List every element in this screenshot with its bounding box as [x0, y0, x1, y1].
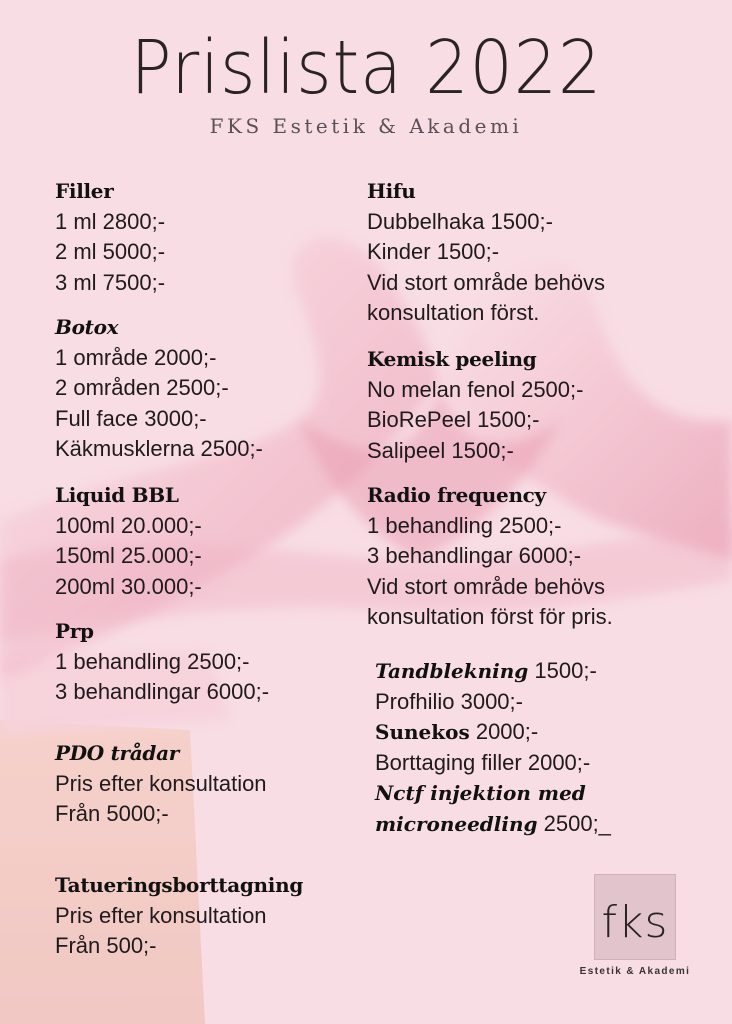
note-line: Vid stort område behövs [367, 269, 606, 295]
price-line: 1 behandling 2500;- [55, 648, 250, 674]
price-line: Kinder 1500;- [367, 239, 500, 264]
price-line: 1 ml 2800;- [55, 208, 166, 234]
price-line: BioRePeel 1500;- [367, 407, 540, 432]
price-line: 3 behandlingar 6000;- [367, 543, 582, 568]
section-misc-treatments [375, 656, 705, 839]
price-line: Käkmusklerna 2500;- [55, 436, 263, 461]
price-line: Dubbelhaka 1500;- [367, 208, 553, 234]
section-kemisk-peeling [367, 344, 697, 466]
section-pdo-tradar [55, 738, 355, 830]
price-line: 1 behandling 2500;- [367, 512, 562, 538]
section-prp [55, 616, 355, 708]
page-subtitle: FKS Estetik & Akademi [209, 114, 523, 138]
section-liquid-bbl [55, 480, 355, 602]
price-line: Från 500;- [55, 933, 157, 958]
section-title: PDO trådar [55, 741, 179, 765]
section-title: Botox [55, 315, 119, 339]
section-title: Hifu [367, 179, 416, 203]
price-line-borttaging-filler: Borttaging filler 2000;- [375, 749, 591, 775]
price-line: 100ml 20.000;- [55, 512, 202, 538]
price-line: 2 områden 2500;- [55, 375, 229, 400]
note-line: konsultation först. [367, 300, 540, 325]
section-title: Radio frequency [367, 483, 546, 507]
treatment-name: Tandblekning [375, 659, 529, 683]
logo-caption: Estetik & Akademi [579, 966, 691, 977]
page-title: Prislista 2022 [130, 25, 602, 111]
price-line: 1 område 2000;- [55, 344, 217, 370]
note-line: konsultation först för pris. [367, 604, 613, 629]
treatment-price: 2500;_ [537, 810, 611, 836]
price-line-nctf [375, 809, 705, 840]
price-line: Från 5000;- [55, 801, 169, 826]
price-line: Pris efter konsultation [55, 770, 267, 796]
price-line: 200ml 30.000;- [55, 573, 202, 599]
treatment-price: 1500;- [528, 658, 597, 683]
price-line: 2 ml 5000;- [55, 239, 166, 264]
section-radio-frequency [367, 480, 697, 633]
section-hifu [367, 176, 697, 329]
price-line: 150ml 25.000;- [55, 543, 202, 568]
logo-mark: fks [601, 897, 669, 948]
price-line-profhilio: Profhilio 3000;- [375, 688, 523, 714]
price-line: 3 behandlingar 6000;- [55, 679, 270, 704]
section-title: Tatueringsborttagning [55, 873, 303, 897]
price-line-tandblekning [375, 656, 705, 687]
section-botox [55, 312, 355, 465]
treatment-name: microneedling [375, 811, 538, 836]
treatment-name-nctf: Nctf injektion med [375, 781, 586, 805]
section-tatueringsborttagning [55, 870, 355, 962]
price-line-sunekos [375, 717, 705, 748]
note-line: Vid stort område behövs [367, 573, 606, 599]
page-header [0, 25, 732, 138]
section-title: Kemisk peeling [367, 347, 537, 371]
price-line: Salipeel 1500;- [367, 437, 514, 463]
price-line: Pris efter konsultation [55, 902, 267, 928]
section-title: Prp [55, 619, 94, 643]
price-line: Full face 3000;- [55, 405, 207, 431]
price-line: 3 ml 7500;- [55, 269, 166, 295]
section-title: Liquid BBL [55, 483, 179, 507]
treatment-name: Sunekos [375, 720, 470, 744]
section-title: Filler [55, 179, 114, 203]
fks-logo [594, 874, 676, 960]
section-filler [55, 176, 355, 298]
price-line: No melan fenol 2500;- [367, 376, 584, 402]
treatment-price: 2000;- [469, 719, 539, 744]
